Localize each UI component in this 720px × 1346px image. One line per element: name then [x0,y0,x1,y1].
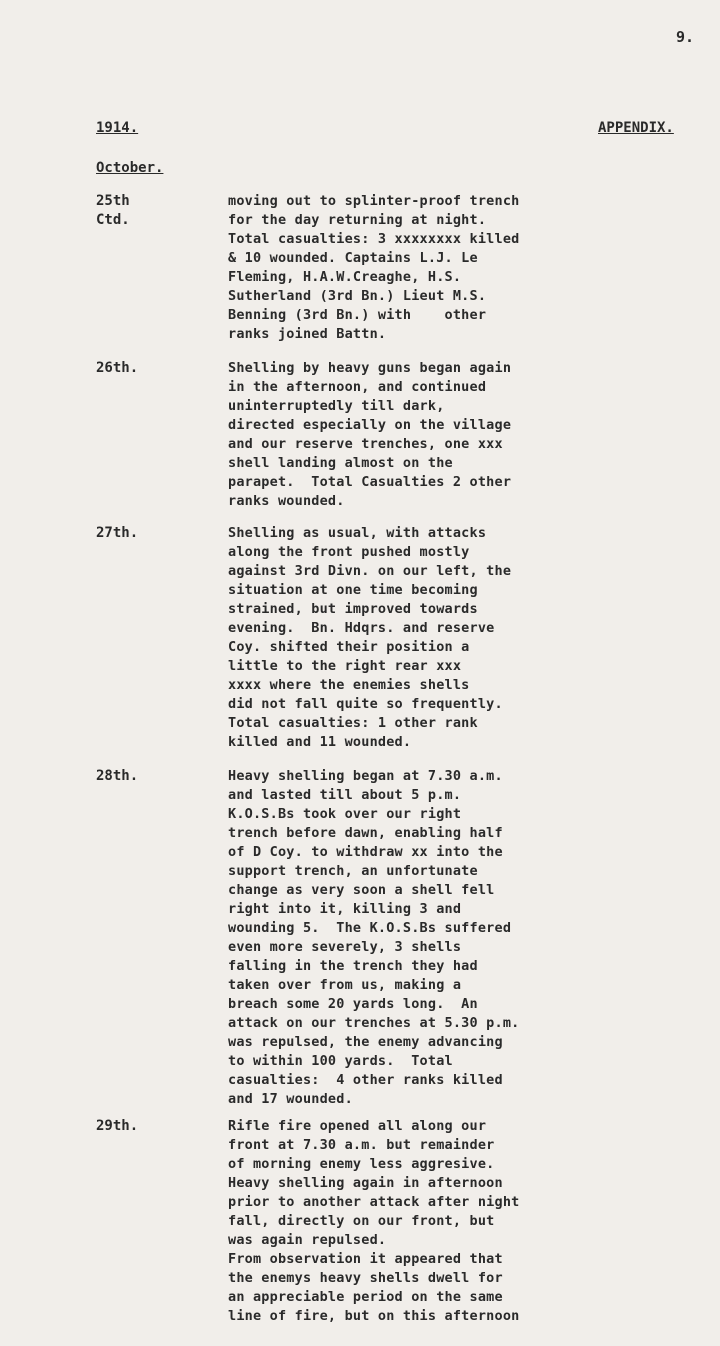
entry-line: to within 100 yards. Total [228,1053,453,1069]
entry-date [96,359,138,378]
entry-line: & 10 wounded. Captains L.J. Le [228,250,478,266]
entry-line: Total casualties: 3 xxxxxxxx killed [228,231,520,247]
entry-date [96,767,138,786]
entry-text [228,1117,648,1326]
entry-date [96,1117,138,1136]
entry-line: even more severely, 3 shells [228,939,462,955]
month-heading: October. [96,160,164,176]
entry-text [228,524,648,752]
entry-line: and 17 wounded. [228,1091,353,1107]
entry-line: of morning enemy less aggresive. [228,1156,495,1172]
entry-line: K.O.S.Bs took over our right [228,806,462,822]
entry-line: Coy. shifted their position a [228,639,470,655]
entry-line: Sutherland (3rd Bn.) Lieut M.S. [228,288,487,304]
entry-line: change as very soon a shell fell [228,882,495,898]
entry-line: was again repulsed. [228,1232,387,1248]
entry-line: killed and 11 wounded. [228,734,412,750]
entry-line: moving out to splinter-proof trench [228,193,520,209]
entry-line: Benning (3rd Bn.) with other [228,307,487,323]
entry-line: Shelling as usual, with attacks [228,525,487,541]
entry-line: front at 7.30 a.m. but remainder [228,1137,495,1153]
entry-line: for the day returning at night. [228,212,487,228]
entry-line: Total casualties: 1 other rank [228,715,478,731]
entry-line: an appreciable period on the same [228,1289,503,1305]
entry-line: along the front pushed mostly [228,544,470,560]
entry-line: Shelling by heavy guns began again [228,360,512,376]
entry-line: line of fire, but on this afternoon [228,1308,520,1324]
entry-line: parapet. Total Casualties 2 other [228,474,512,490]
entry-date-line: 27th. [96,525,139,541]
entry-line: Heavy shelling again in afternoon [228,1175,503,1191]
entry-line: attack on our trenches at 5.30 p.m. [228,1015,520,1031]
entry-line: of D Coy. to withdraw xx into the [228,844,503,860]
entry-line: uninterruptedly till dark, [228,398,445,414]
entry-line: ranks wounded. [228,493,345,509]
entry-line: fall, directly on our front, but [228,1213,495,1229]
entry-line: Fleming, H.A.W.Creaghe, H.S. [228,269,462,285]
entry-line: xxxx where the enemies shells [228,677,470,693]
year-heading: 1914. [96,120,139,136]
entry-line: situation at one time becoming [228,582,478,598]
entry-date [96,192,130,230]
entry-line: strained, but improved towards [228,601,478,617]
entry-line: did not fall quite so frequently. [228,696,503,712]
entry-line: prior to another attack after night [228,1194,520,1210]
entry-date-line: 28th. [96,768,139,784]
entry-line: taken over from us, making a [228,977,462,993]
page-number: 9. [676,28,695,46]
entry-date-line: 29th. [96,1118,139,1134]
entry-line: From observation it appeared that [228,1251,503,1267]
entry-line: breach some 20 yards long. An [228,996,478,1012]
entry-date-line: Ctd. [96,212,130,228]
entry-text [228,359,648,511]
entry-line: against 3rd Divn. on our left, the [228,563,512,579]
entry-date [96,524,138,543]
entry-line: was repulsed, the enemy advancing [228,1034,503,1050]
entry-line: Rifle fire opened all along our [228,1118,487,1134]
entry-line: directed especially on the village [228,417,512,433]
entry-line: falling in the trench they had [228,958,478,974]
entry-line: and lasted till about 5 p.m. [228,787,462,803]
entry-line: Heavy shelling began at 7.30 a.m. [228,768,503,784]
entry-line: and our reserve trenches, one xxx [228,436,503,452]
entry-line: ranks joined Battn. [228,326,387,342]
entry-line: support trench, an unfortunate [228,863,478,879]
entry-date-line: 26th. [96,360,139,376]
entry-line: the enemys heavy shells dwell for [228,1270,503,1286]
appendix-heading: APPENDIX. [598,120,674,136]
entry-line: evening. Bn. Hdqrs. and reserve [228,620,495,636]
entry-line: in the afternoon, and continued [228,379,487,395]
entry-text [228,767,648,1109]
entry-line: trench before dawn, enabling half [228,825,503,841]
entry-line: wounding 5. The K.O.S.Bs suffered [228,920,512,936]
entry-date-line: 25th [96,193,130,209]
entry-text [228,192,648,344]
entry-line: shell landing almost on the [228,455,453,471]
entry-line: little to the right rear xxx [228,658,462,674]
entry-line: casualties: 4 other ranks killed [228,1072,503,1088]
entry-line: right into it, killing 3 and [228,901,462,917]
